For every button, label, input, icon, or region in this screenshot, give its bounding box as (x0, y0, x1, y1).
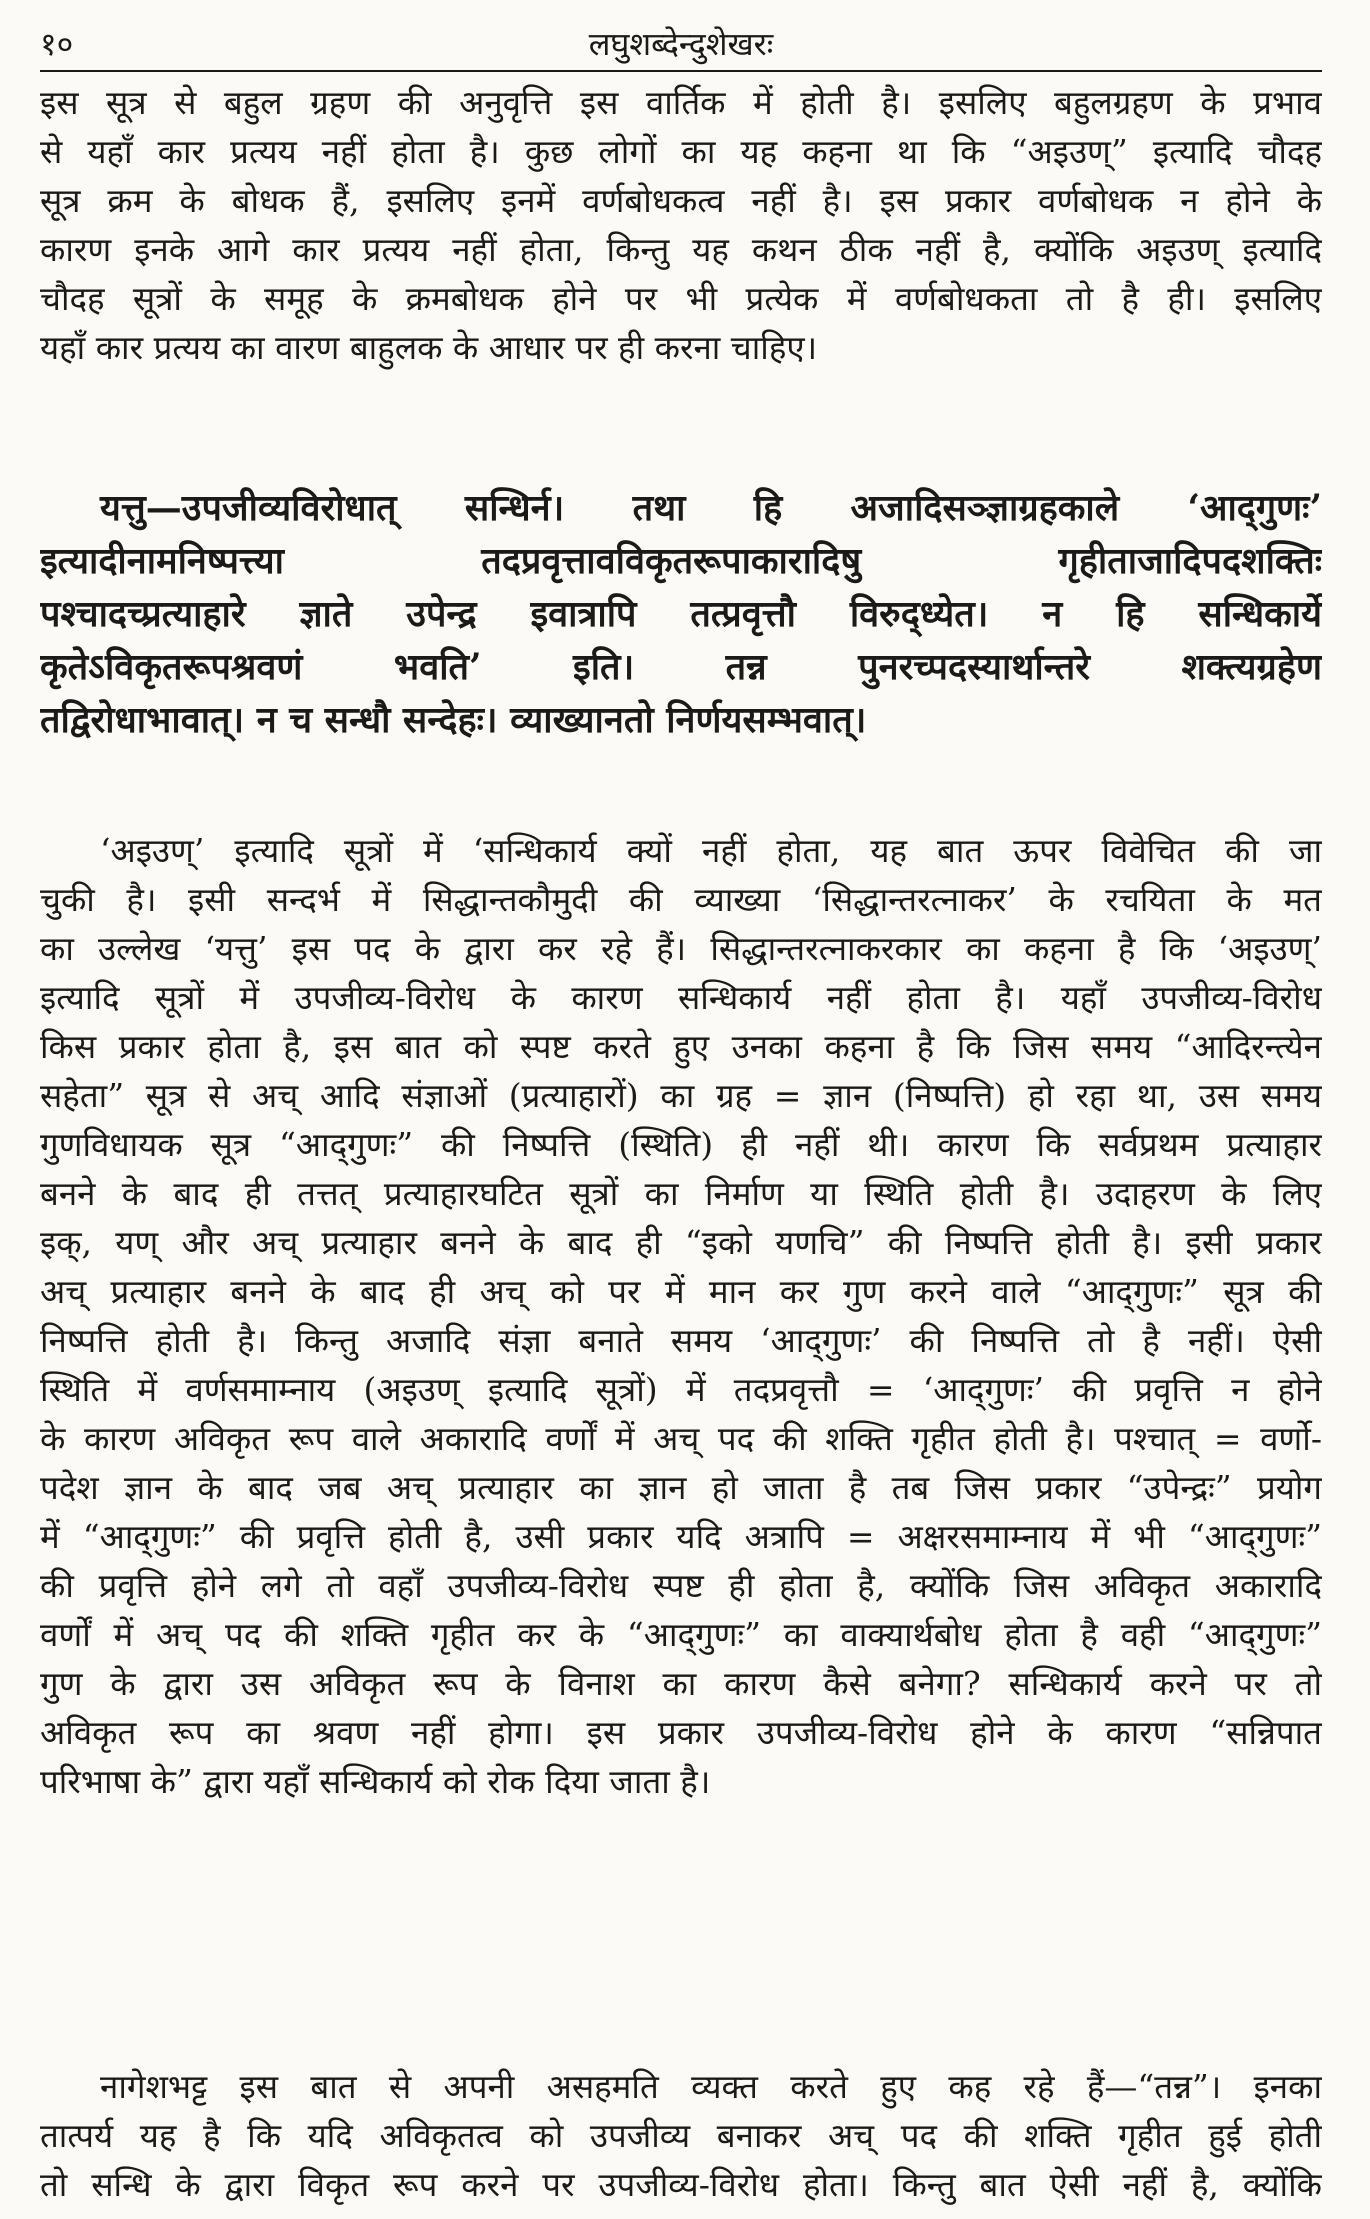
text-line: सहेता” सूत्र से अच् आदि संज्ञाओं (प्रत्याहारों) का ग्रह = ज्ञान (निष्पत्ति) हो रहा था, उस समय (40, 1076, 1322, 1115)
text-line: की प्रवृत्ति होने लगे तो वहाँ उपजीव्य-विरोध स्पष्ट ही होता है, क्योंकि जिस अविकृत अकारादि (40, 1566, 1322, 1605)
text-line: से यहाँ कार प्रत्यय नहीं होता है। कुछ लोगों का यह कहना था कि “अइउण्” इत्यादि चौदह (40, 132, 1322, 171)
text-line: अच् प्रत्याहार बनने के बाद ही अच् को पर में मान कर गुण करने वाले “आद्‌गुणः” सूत्र की (40, 1272, 1322, 1311)
text-line: नागेशभट्ट इस बात से अपनी असहमति व्यक्त करते हुए कह रहे हैं—“तन्न”। इनका (100, 2067, 1322, 2106)
running-title: लघुशब्देन्दुशेखरः (588, 25, 774, 63)
text-line: इक्, यण् और अच् प्रत्याहार बनने के बाद ही “इको यणचि” की निष्पत्ति होती है। इसी प्रकार (40, 1223, 1322, 1262)
text-line: चुकी है। इसी सन्दर्भ में सिद्धान्तकौमुदी की व्याख्या ‘सिद्धान्तरत्नाकर’ के रचयिता के मत (40, 880, 1322, 919)
text-line: कारण इनके आगे कार प्रत्यय नहीं होता, किन्तु यह कथन ठीक नहीं है, क्योंकि अइउण् इत्यादि (40, 230, 1322, 269)
text-line: यहाँ कार प्रत्यय का वारण बाहुलक के आधार पर ही करना चाहिए। (40, 328, 818, 367)
text-line: बनने के बाद ही तत्तत् प्रत्याहारघटित सूत्रों का निर्माण या स्थिति होती है। उदाहरण के लिए (40, 1174, 1322, 1213)
text-line: गुण के द्वारा उस अविकृत रूप के विनाश का कारण कैसे बनेगा? सन्धिकार्य करने पर तो (40, 1664, 1322, 1703)
text-line: अविकृत रूप का श्रवण नहीं होगा। इस प्रकार उपजीव्य-विरोध होने के कारण “सन्निपात (40, 1713, 1322, 1752)
text-line: गुणविधायक सूत्र “आद्‌गुणः” की निष्पत्ति (स्थिति) ही नहीं थी। कारण कि सर्वप्रथम प्रत्याहार (40, 1125, 1322, 1164)
text-line: का उल्लेख ‘यत्तु’ इस पद के द्वारा कर रहे हैं। सिद्धान्तरत्नाकरकार का कहना है कि ‘अइउण्’ (40, 929, 1322, 968)
sanskrit-commentary (40, 482, 1322, 747)
text-line: ‘अइउण्’ इत्यादि सूत्रों में ‘सन्धिकार्य क्यों नहीं होता, यह बात ऊपर विवेचित की जा (100, 831, 1322, 870)
text-line: इत्यादि सूत्रों में उपजीव्य-विरोध के कारण सन्धिकार्य नहीं होता है। यहाँ उपजीव्य-विरोध (40, 978, 1322, 1017)
paragraph-hindi-2 (40, 826, 1322, 1806)
text-line: पदेश ज्ञान के बाद जब अच् प्रत्याहार का ज्ञान हो जाता है तब जिस प्रकार “उपेन्द्रः” प्रयोग (40, 1468, 1322, 1507)
text-line: वर्णों में अच् पद की शक्ति गृहीत कर के “आद्‌गुणः” का वाक्यार्थबोध होता है वही “आद्‌गुणः” (40, 1615, 1322, 1654)
page-number: १० (40, 25, 74, 63)
text-line: निष्पत्ति होती है। किन्तु अजादि संज्ञा बनाते समय ‘आद्‌गुणः’ की निष्पत्ति तो है नहीं। ऐसी (40, 1321, 1322, 1360)
header-rule (40, 70, 1322, 72)
sanskrit-line: यत्तु—उपजीव्यविरोधात् सन्धिर्न। तथा हि अजादिसञ्ज्ञाग्रहकाले ‘आद्‌गुणः’ (100, 487, 1322, 529)
text-line: तो सन्धि के द्वारा विकृत रूप करने पर उपजीव्य-विरोध होता। किन्तु बात ऐसी नहीं है, क्योंकि (40, 2165, 1322, 2204)
text-line: के कारण अविकृत रूप वाले अकारादि वर्णों में अच् पद की शक्ति गृहीत होती है। पश्चात् = वर्णो- (40, 1419, 1322, 1458)
text-line: तात्पर्य यह है कि यदि अविकृतत्व को उपजीव्य बनाकर अच् पद की शक्ति गृहीत हुई होती (40, 2116, 1322, 2155)
text-line: में “आद्‌गुणः” की प्रवृत्ति होती है, उसी प्रकार यदि अत्रापि = अक्षरसमाम्नाय में भी “आद्‌गुणः” (40, 1517, 1322, 1556)
text-line: किस प्रकार होता है, इस बात को स्पष्ट करते हुए उनका कहना है कि जिस समय “आदिरन्त्येन (40, 1027, 1322, 1066)
text-line: परिभाषा के” द्वारा यहाँ सन्धिकार्य को रोक दिया जाता है। (40, 1762, 711, 1801)
sanskrit-line: कृतेऽविकृतरूपश्रवणं भवति’ इति। तन्न पुनरच्पदस्यार्थान्तरे शक्त्यग्रहेण (40, 646, 1322, 688)
text-line: इस सूत्र से बहुल ग्रहण की अनुवृत्ति इस वार्तिक में होती है। इसलिए बहुलग्रहण के प्रभाव (40, 83, 1322, 122)
sanskrit-line: तद्विरोधाभावात्। न च सन्धौ सन्देहः। व्याख्यानतो निर्णयसम्भवात्। (40, 699, 867, 741)
text-line: सूत्र क्रम के बोधक हैं, इसलिए इनमें वर्णबोधकत्व नहीं है। इस प्रकार वर्णबोधक न होने के (40, 181, 1322, 220)
text-line: स्थिति में वर्णसमाम्नाय (अइउण् इत्यादि सूत्रों) में तदप्रवृत्तौ = ‘आद्‌गुणः’ की प्रवृत्ति न होने (40, 1370, 1322, 1409)
paragraph-hindi-3 (40, 2062, 1322, 2209)
text-line: चौदह सूत्रों के समूह के क्रमबोधक होने पर भी प्रत्येक में वर्णबोधकता तो है ही। इसलिए (40, 279, 1322, 318)
page-header (40, 22, 1322, 72)
sanskrit-line: इत्यादीनामनिष्पत्त्या तदप्रवृत्तावविकृतरूपाकारादिषु गृहीताजादिपदशक्तिः (40, 540, 1322, 582)
paragraph-hindi-1 (40, 78, 1322, 372)
sanskrit-line: पश्चादच्प्रत्याहारे ज्ञाते उपेन्द्र इवात्रापि तत्प्रवृत्तौ विरुद्‌ध्येत। न हि सन्धिकार्ये (40, 593, 1322, 635)
